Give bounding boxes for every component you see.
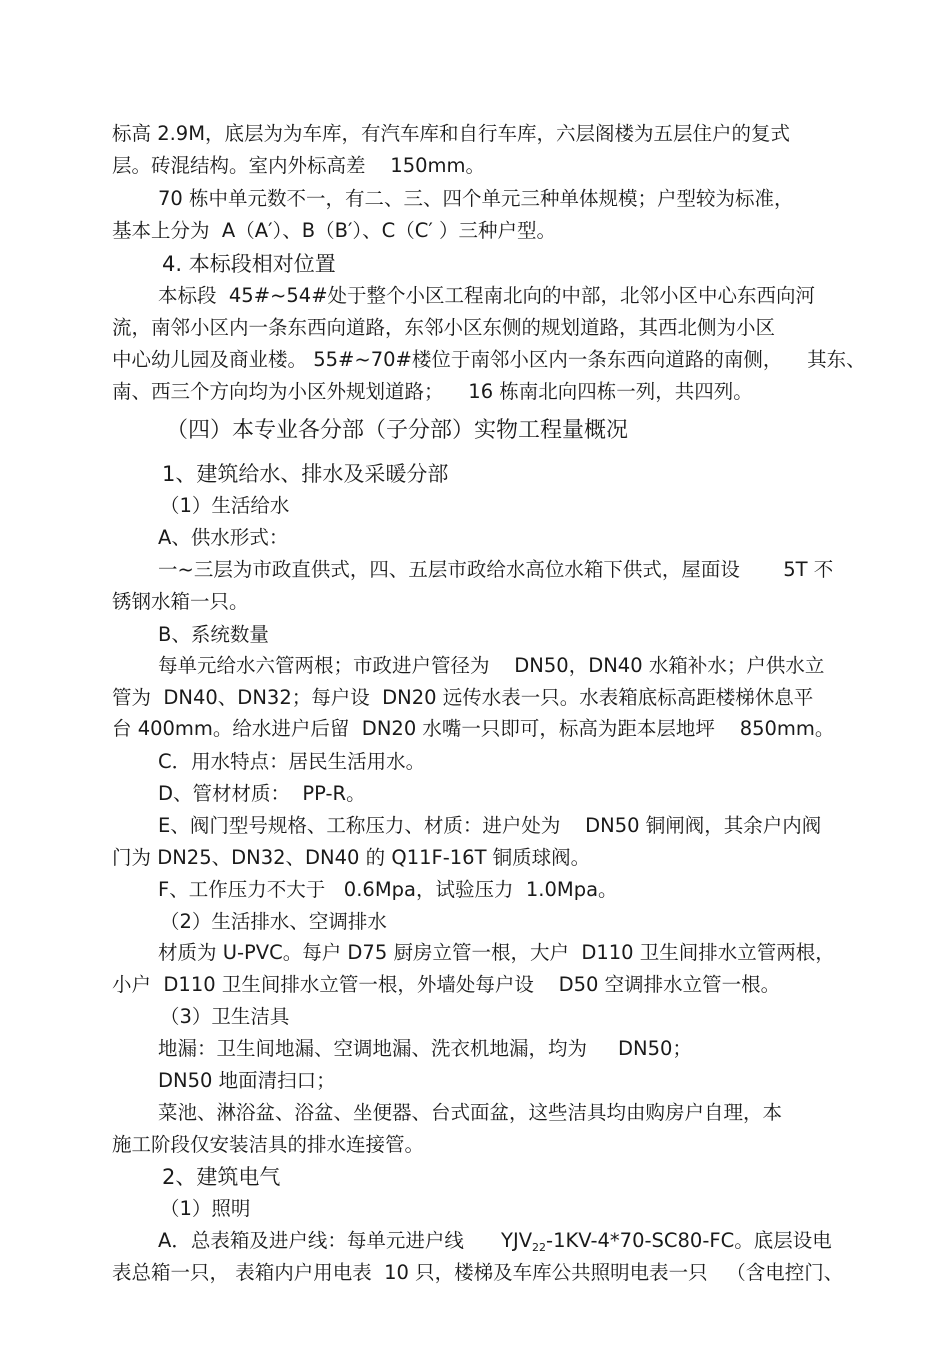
text-line: DN50 地面清扫口； bbox=[158, 1069, 336, 1092]
subsection-heading: （1）生活给水 bbox=[160, 494, 290, 517]
text-line: 管为 DN40、DN32；每户设 DN20 远传水表一只。水表箱底标高距楼梯休息平 bbox=[112, 686, 814, 709]
section-heading: 2、建筑电气 bbox=[162, 1165, 281, 1189]
text-line bbox=[158, 1229, 832, 1254]
text-line: 70 栋中单元数不一，有二、三、四个单元三种单体规模；户型较为标准， bbox=[158, 187, 794, 210]
text-line: B、系统数量 bbox=[158, 623, 269, 646]
chapter-heading: （四）本专业各分部（子分部）实物工程量概况 bbox=[166, 418, 629, 443]
text-line: F、工作压力不大于 0.6Mpa，试验压力 1.0Mpa。 bbox=[158, 878, 618, 901]
text-line: 南、西三个方向均为小区外规划道路； 16 栋南北向四栋一列，共四列。 bbox=[112, 380, 753, 403]
text-line: 一~三层为市政直供式，四、五层市政给水高位水箱下供式，屋面设 5T 不 bbox=[158, 558, 834, 581]
text-line: 中心幼儿园及商业楼。 55#~70#楼位于南邻小区内一条东西向道路的南侧， 其东、 bbox=[112, 348, 866, 371]
text-line: 施工阶段仅安装洁具的排水连接管。 bbox=[112, 1133, 425, 1156]
text-line: 基本上分为 A（A′）、B（B′）、C（C′ ）三种户型。 bbox=[112, 219, 557, 242]
text-segment: -1KV-4*70-SC80-FC。底层设电 bbox=[546, 1229, 832, 1252]
text-line: 标高 2.9M，底层为为车库，有汽车库和自行车库，六层阁楼为五层住户的复式 bbox=[112, 122, 791, 145]
text-line: 锈钢水箱一只。 bbox=[112, 590, 249, 613]
section-heading: 1、建筑给水、排水及采暖分部 bbox=[162, 462, 449, 486]
text-line: C．用水特点：居民生活用水。 bbox=[158, 750, 426, 773]
text-line: 门为 DN25、DN32、DN40 的 Q11F-16T 铜质球阀。 bbox=[112, 846, 591, 869]
text-line: A、供水形式： bbox=[158, 526, 289, 549]
text-line: 台 400mm。给水进户后留 DN20 水嘴一只即可，标高为距本层地坪 850mm。 bbox=[112, 717, 835, 740]
subsection-heading: （1）照明 bbox=[160, 1197, 251, 1220]
text-line: 表总箱一只， 表箱内户用电表 10 只，楼梯及车库公共照明电表一只 （含电控门、 bbox=[112, 1261, 844, 1284]
cable-subscript: 22 bbox=[532, 1241, 547, 1254]
text-line: 小户 D110 卫生间排水立管一根，外墙处每户设 D50 空调排水立管一根。 bbox=[112, 973, 781, 996]
text-line: 地漏：卫生间地漏、空调地漏、洗衣机地漏，均为 DN50； bbox=[158, 1037, 692, 1060]
text-line: 菜池、淋浴盆、浴盆、坐便器、台式面盆，这些洁具均由购房户自理，本 bbox=[158, 1101, 783, 1124]
text-line: 材质为 U-PVC。每户 D75 厨房立管一根，大户 D110 卫生间排水立管两根， bbox=[158, 941, 835, 964]
section-heading: 4. 本标段相对位置 bbox=[162, 252, 336, 276]
text-segment: A．总表箱及进户线：每单元进户线 YJV bbox=[158, 1229, 533, 1252]
text-line: E、阀门型号规格、工称压力、材质：进户处为 DN50 铜闸阀，其余户内阀 bbox=[158, 814, 822, 837]
text-line: 本标段 45#~54#处于整个小区工程南北向的中部，北邻小区中心东西向河 bbox=[158, 284, 816, 307]
text-line: D、管材材质： PP-R。 bbox=[158, 782, 366, 805]
subsection-heading: （3）卫生洁具 bbox=[160, 1005, 290, 1028]
subsection-heading: （2）生活排水、空调排水 bbox=[160, 910, 387, 933]
text-line: 流，南邻小区内一条东西向道路，东邻小区东侧的规划道路，其西北侧为小区 bbox=[112, 316, 776, 339]
text-line: 每单元给水六管两根；市政进户管径为 DN50，DN40 水箱补水；户供水立 bbox=[158, 654, 825, 677]
text-line: 层。砖混结构。室内外标高差 150mm。 bbox=[112, 154, 486, 177]
